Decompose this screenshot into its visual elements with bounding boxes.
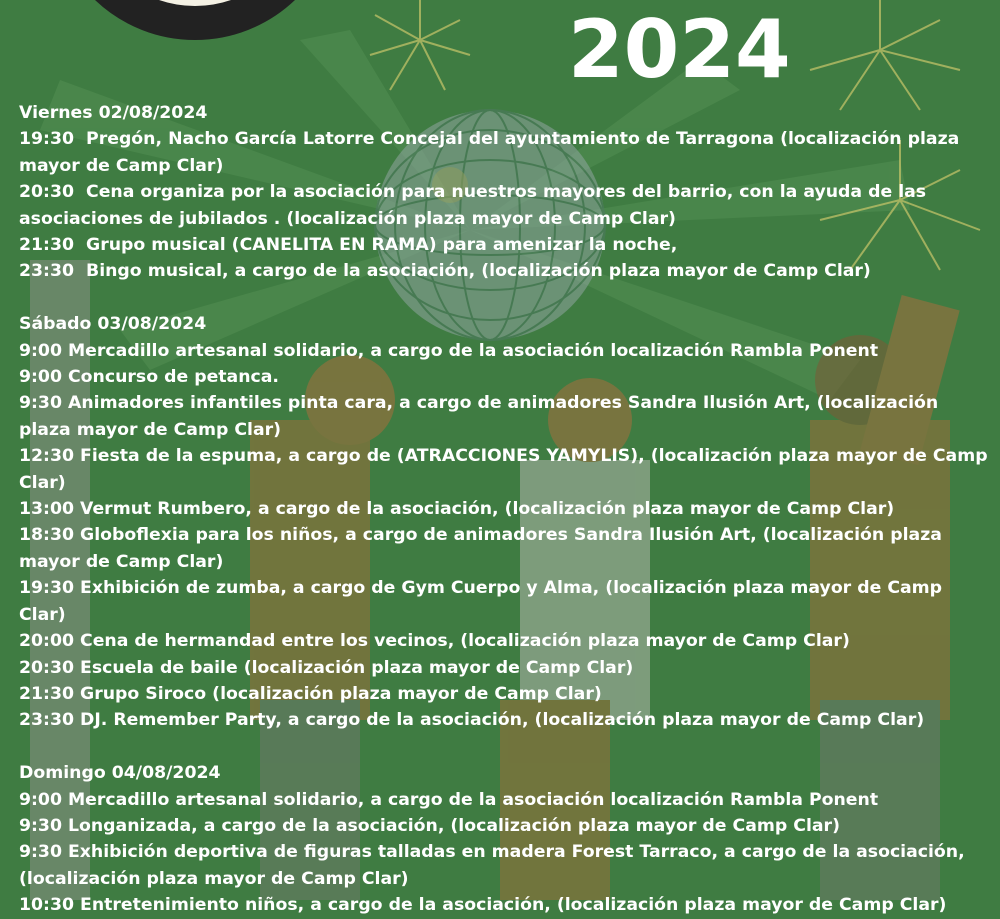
event-time: 9:30 [19,842,62,863]
event-item [19,681,994,707]
event-item [19,892,994,918]
event-text: Pregón, Nacho García Latorre Concejal del ayuntamiento de Tarragona (localización plaza mayor de Camp Clar) [19,129,960,176]
spacer [19,734,994,760]
event-text: Escuela de baile (localización plaza mayor de Camp Clar) [80,657,634,678]
year-heading: 2024 [568,3,791,96]
event-text: Bingo musical, a cargo de la asociación, (localización plaza mayor de Camp Clar) [80,261,871,282]
program-schedule [19,100,994,919]
event-time: 12:30 [19,446,75,467]
event-item [19,338,994,364]
event-time: 9:00 [19,340,62,361]
event-time: 21:30 [19,683,75,704]
event-text: Animadores infantiles pinta cara, a cargo de animadores Sandra Ilusión Art, (localización plaza mayor de Camp Clar) [19,393,939,440]
event-item [19,787,994,813]
event-item [19,813,994,839]
event-item [19,390,994,443]
event-text: Cena organiza por la asociación para nuestros mayores del barrio, con la ayuda de las asociaciones de jubilados . (localización plaza mayor de Camp Clar) [19,182,927,229]
event-item [19,575,994,628]
event-text: Entretenimiento niños, a cargo de la asociación, (localización plaza mayor de Camp Clar) [80,895,947,916]
event-item [19,258,994,284]
event-text: Globoflexia para los niños, a cargo de animadores Sandra Ilusión Art, (localización plaza mayor de Camp Clar) [19,525,942,572]
day-title: Sábado 03/08/2024 [19,314,207,335]
day-saturday [19,311,994,734]
event-time: 23:30 [19,710,75,731]
event-time: 23:30 [19,261,75,282]
event-item [19,628,994,654]
event-item [19,126,994,179]
day-friday [19,100,994,285]
event-time: 9:00 [19,789,62,810]
event-time: 20:30 [19,182,75,203]
event-text: Exhibición de zumba, a cargo de Gym Cuerpo y Alma, (localización plaza mayor de Camp Clar) [19,578,943,625]
event-text: Cena de hermandad entre los vecinos, (localización plaza mayor de Camp Clar) [80,631,850,652]
event-time: 20:30 [19,657,75,678]
event-item [19,232,994,258]
event-text: Mercadillo artesanal solidario, a cargo de la asociación localización Rambla Ponent [67,340,879,361]
event-text: Fiesta de la espuma, a cargo de (ATRACCIONES YAMYLIS), (localización plaza mayor de Camp Clar) [19,446,988,493]
event-item [19,655,994,681]
event-item [19,496,994,522]
event-time: 9:00 [19,367,62,388]
event-text: DJ. Remember Party, a cargo de la asociación, (localización plaza mayor de Camp Clar) [80,710,925,731]
event-time: 19:30 [19,578,75,599]
event-text: Concurso de petanca. [67,367,279,388]
event-item [19,179,994,232]
event-time: 9:30 [19,815,62,836]
spacer [19,285,994,311]
event-text: Longanizada, a cargo de la asociación, (localización plaza mayor de Camp Clar) [67,815,840,836]
event-item [19,522,994,575]
event-text: Mercadillo artesanal solidario, a cargo de la asociación localización Rambla Ponent [67,789,879,810]
event-text: Grupo Siroco (localización plaza mayor de Camp Clar) [80,683,602,704]
day-title: Viernes 02/08/2024 [19,103,208,123]
event-time: 9:30 [19,393,62,414]
day-title: Domingo 04/08/2024 [19,763,221,784]
event-item [19,443,994,496]
event-text: Vermut Rumbero, a cargo de la asociación, (localización plaza mayor de Camp Clar) [80,499,895,520]
event-time: 19:30 [19,129,75,150]
event-time: 21:30 [19,235,75,256]
event-text: Grupo musical (CANELITA EN RAMA) para amenizar la noche, [80,235,678,256]
event-item [19,364,994,390]
event-time: 13:00 [19,499,75,520]
event-time: 10:30 [19,895,75,916]
day-sunday [19,760,994,918]
event-item [19,839,994,892]
event-time: 20:00 [19,631,75,652]
event-item [19,707,994,733]
event-text: Exhibición deportiva de figuras talladas en madera Forest Tarraco, a cargo de la asociación, (localización plaza mayor de Camp Clar) [19,842,965,889]
event-time: 18:30 [19,525,75,546]
